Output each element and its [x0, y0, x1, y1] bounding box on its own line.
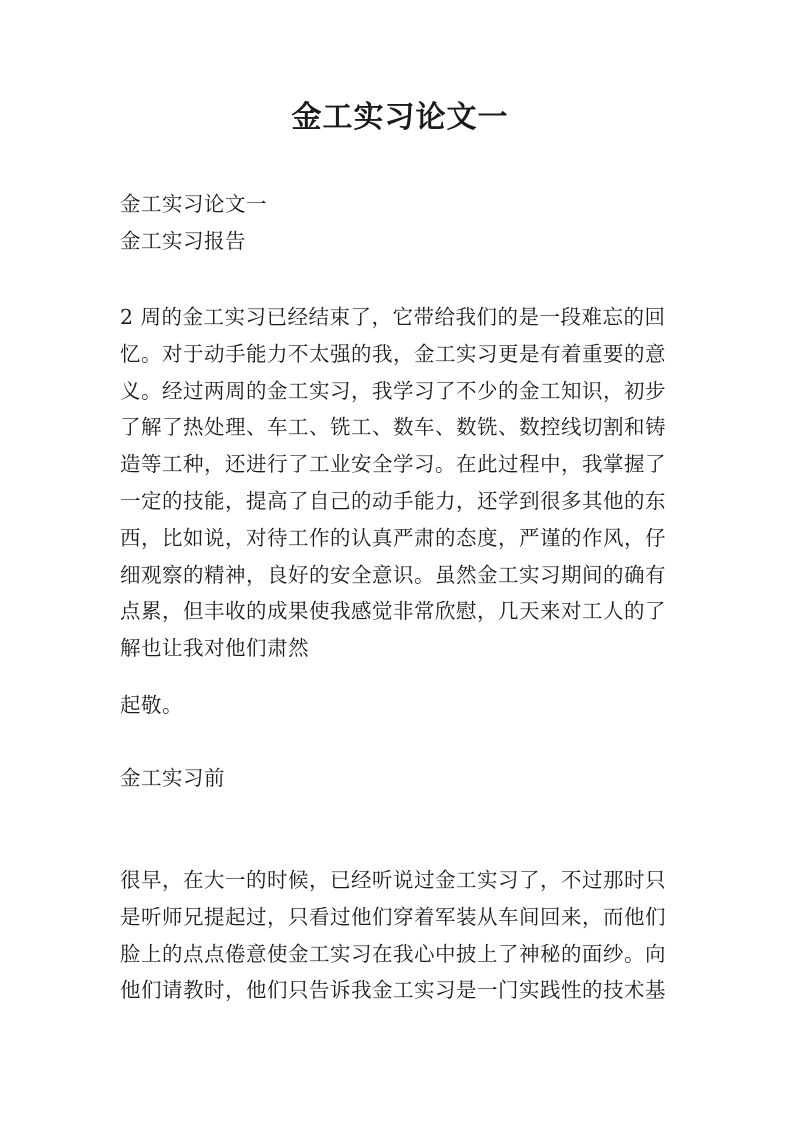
paragraph-line: 2 周的金工实习已经结束了，它带给我们的是一段难忘的回 — [120, 305, 666, 329]
paragraph-line: 一定的技能，提高了自己的动手能力，还学到很多其他的东 — [120, 488, 666, 513]
paragraph-line: 点累，但丰收的成果使我感觉非常欣慰，几天来对工人的了 — [120, 599, 666, 624]
paragraph-1 — [120, 299, 685, 667]
paragraph-line: 细观察的精神，良好的安全意识。虽然金工实习期间的确有 — [120, 562, 666, 587]
paragraph-line: 是听师兄提起过，只看过他们穿着军装从车间回来，而他们 — [120, 904, 666, 929]
section-heading: 金工实习前 — [120, 766, 225, 790]
intro-block — [120, 186, 685, 260]
section-heading-block — [120, 760, 685, 797]
intro-line: 金工实习报告 — [120, 228, 246, 253]
intro-line: 金工实习论文一 — [120, 192, 267, 216]
document-title: 金工实习论文一 — [291, 100, 509, 135]
paragraph-line: 脸上的点点倦意使金工实习在我心中披上了神秘的面纱。向 — [120, 941, 666, 966]
paragraph-line: 义。经过两周的金工实习，我学习了不少的金工知识，初步 — [120, 378, 666, 403]
paragraph-line: 造等工种，还进行了工业安全学习。在此过程中，我掌握了 — [120, 452, 666, 477]
paragraph-line: 很早，在大一的时候，已经听说过金工实习了，不过那时只 — [120, 868, 666, 892]
paragraph-3 — [120, 862, 685, 1009]
paragraph-line: 西，比如说，对待工作的认真严肃的态度，严谨的作风，仔 — [120, 525, 666, 550]
paragraph-line: 解也让我对他们肃然 — [120, 636, 309, 661]
paragraph-line: 他们请教时，他们只告诉我金工实习是一门实践性的技术基 — [120, 978, 666, 1003]
paragraph-line: 了解了热处理、车工、铣工、数车、数铣、数控线切割和铸 — [120, 415, 666, 440]
paragraph-line: 忆。对于动手能力不太强的我，金工实习更是有着重要的意 — [120, 341, 666, 366]
paragraph-line: 起敬。 — [120, 693, 183, 717]
paragraph-2 — [120, 687, 685, 724]
